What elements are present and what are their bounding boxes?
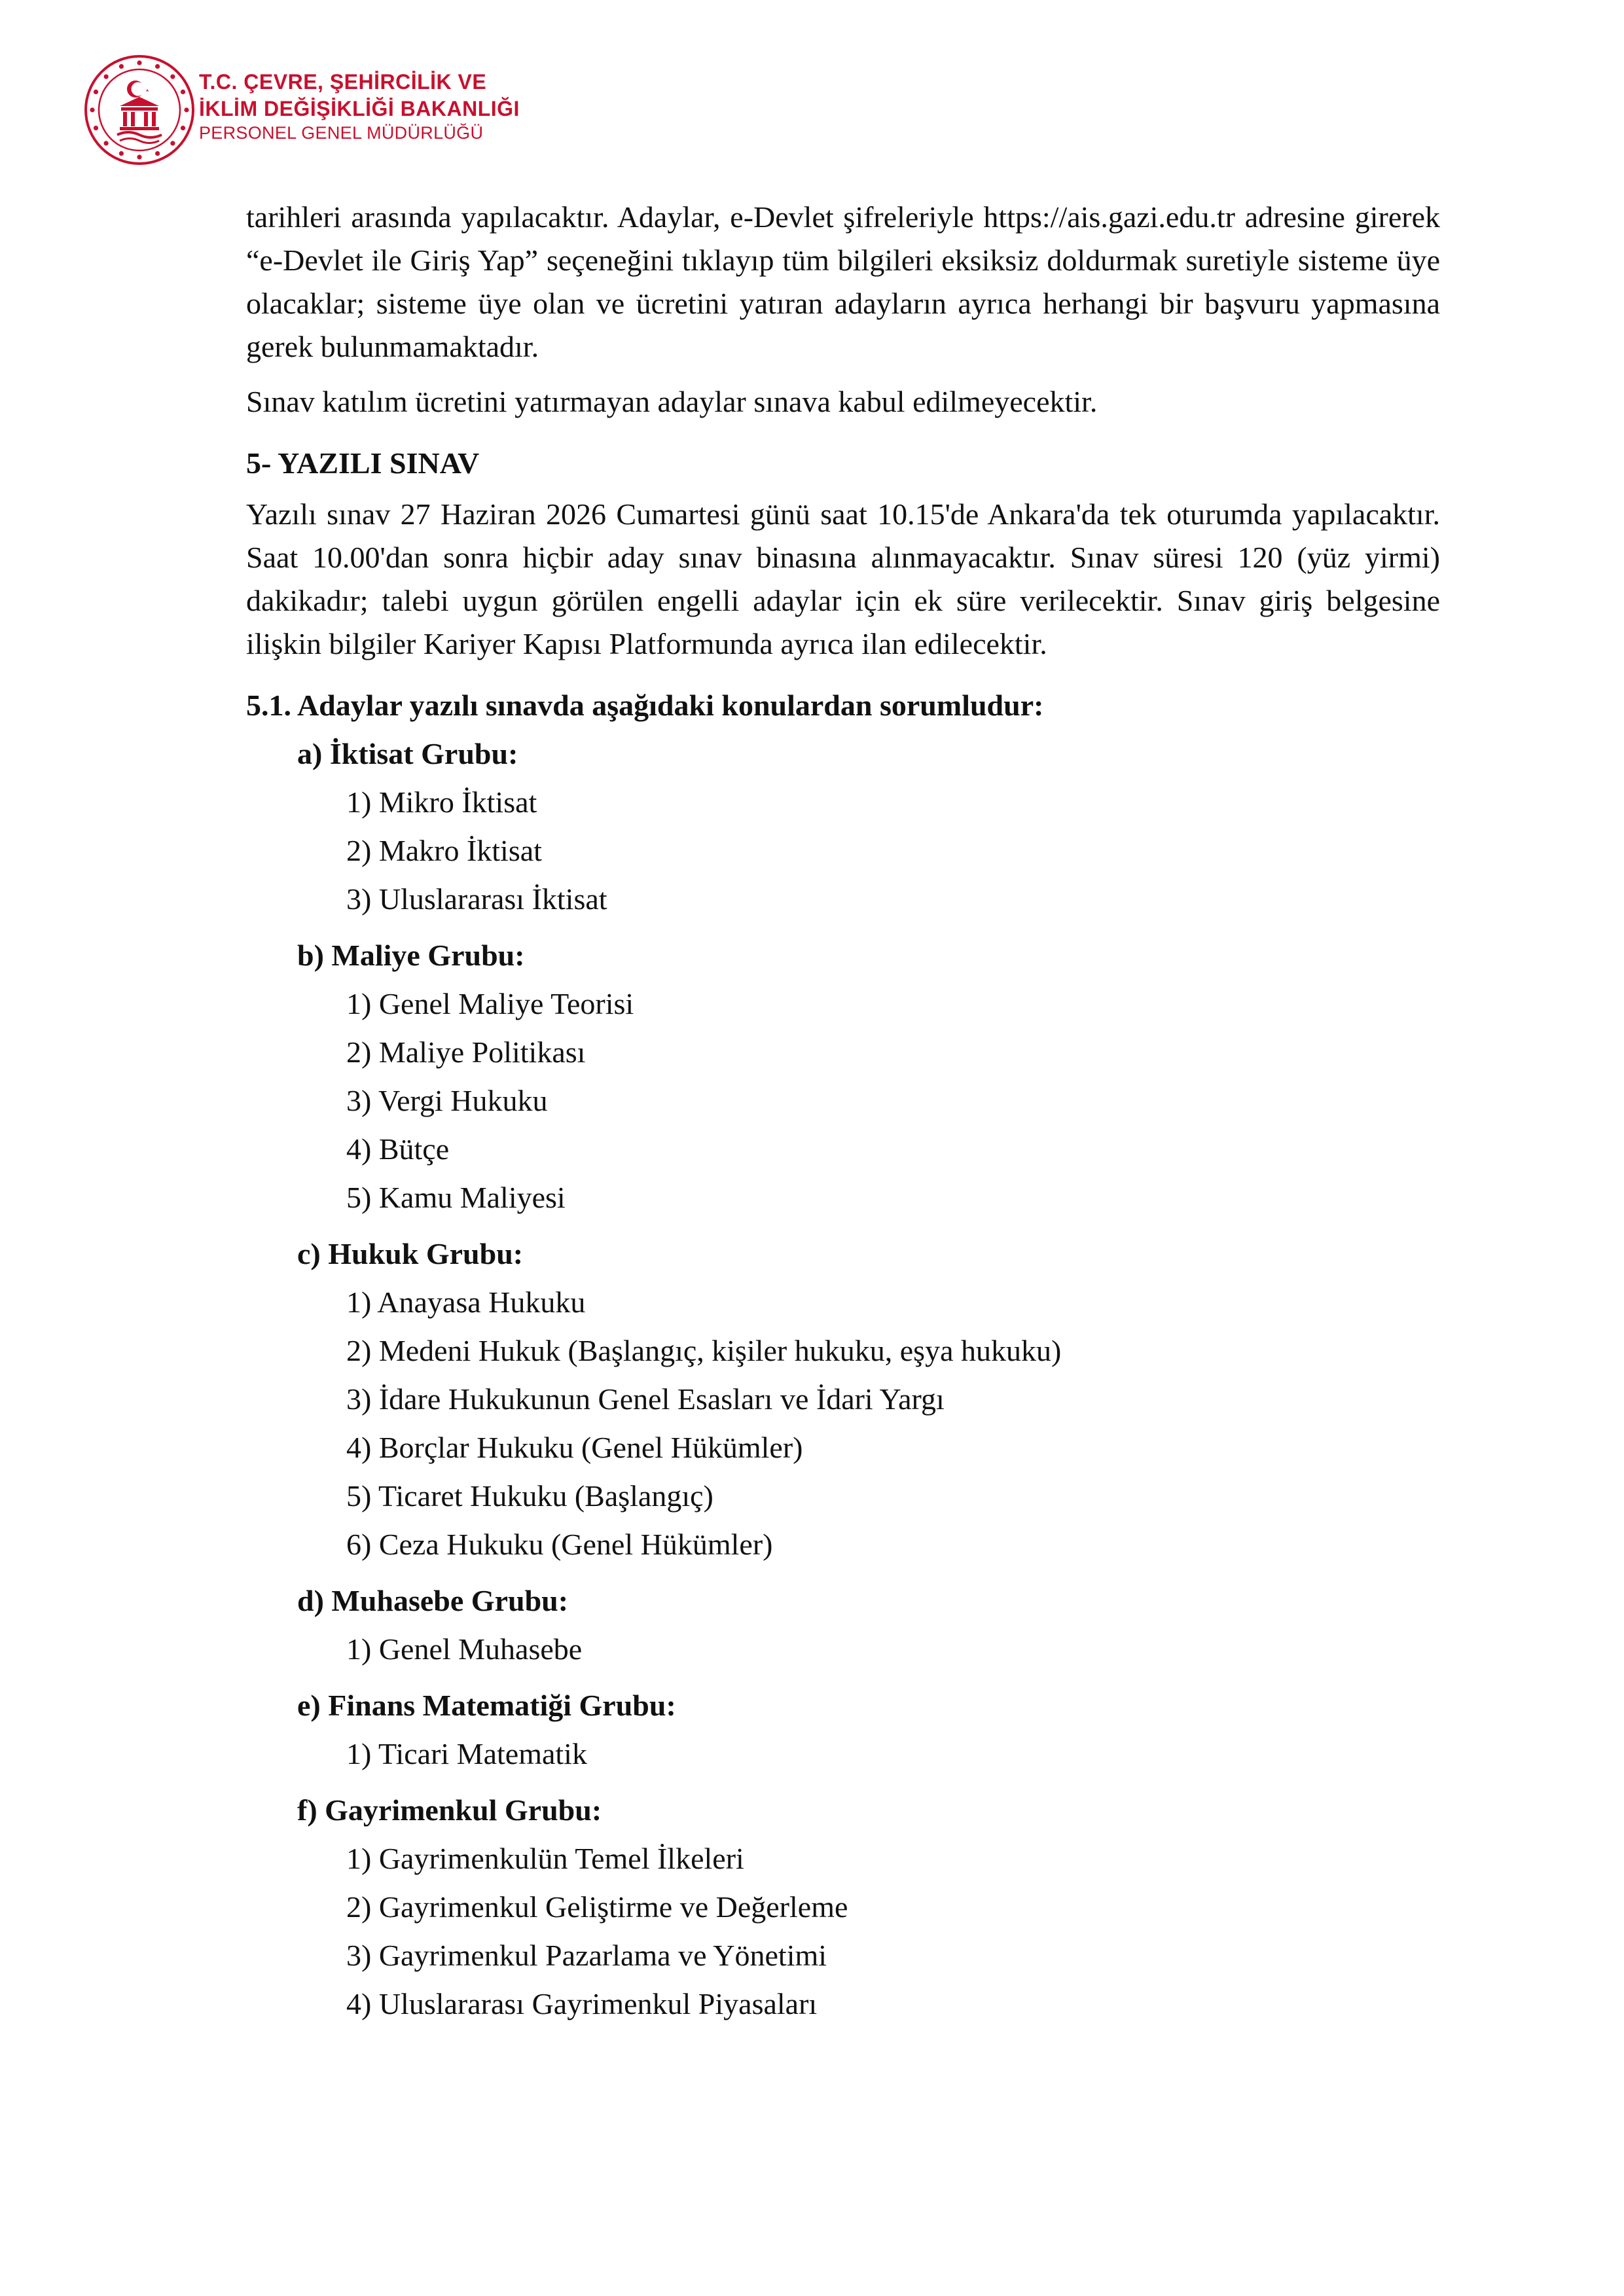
subject-list-item: 2) Maliye Politikası xyxy=(346,1035,586,1069)
subject-group-title: b) Maliye Grubu: xyxy=(297,939,525,972)
subject-list-item: 2) Makro İktisat xyxy=(346,834,542,867)
intro-paragraph: tarihleri arasında yapılacaktır. Adaylar, e-Devlet şifreleriyle https://ais.gazi.edu.tr adresine girerek “e-Devlet ile Giriş Yap” seçeneğini tıklayıp tüm bilgileri eksiksiz doldurmak suretiyle sisteme üye olacaklar; sisteme üye olan ve ücretini yatıran adayların ayrıca herhangi bir başvuru yapmasına gerek bulunmamaktadır. xyxy=(246,200,1440,363)
subject-list-item: 3) İdare Hukukunun Genel Esasları ve İdari Yargı xyxy=(346,1382,945,1416)
subject-list-item: 1) Anayasa Hukuku xyxy=(346,1285,586,1319)
subject-list-item: 2) Gayrimenkul Geliştirme ve Değerleme xyxy=(346,1890,848,1924)
subject-list-item: 4) Uluslararası Gayrimenkul Piyasaları xyxy=(346,1987,818,2020)
subject-list-item: 1) Mikro İktisat xyxy=(346,785,537,819)
subject-group-title: d) Muhasebe Grubu: xyxy=(297,1584,569,1617)
section-5-1-heading: 5.1. Adaylar yazılı sınavda aşağıdaki konulardan sorumludur: xyxy=(246,689,1044,722)
subject-group xyxy=(297,1577,1440,1674)
subject-group-title: f) Gayrimenkul Grubu: xyxy=(297,1793,602,1827)
subject-list-item: 1) Genel Maliye Teorisi xyxy=(346,987,634,1020)
subject-list-item: 5) Kamu Maliyesi xyxy=(346,1181,566,1214)
fee-notice-paragraph: Sınav katılım ücretini yatırmayan adaylar sınava kabul edilmeyecektir. xyxy=(246,385,1098,418)
subject-list-item: 1) Ticari Matematik xyxy=(346,1737,587,1770)
subject-list-item: 6) Ceza Hukuku (Genel Hükümler) xyxy=(346,1528,773,1561)
org-name-line-2: İKLİM DEĞİŞİKLİĞİ BAKANLIĞI xyxy=(199,97,520,120)
document-body xyxy=(246,196,1440,2036)
subject-group xyxy=(297,931,1440,1222)
org-department-name: PERSONEL GENEL MÜDÜRLÜĞÜ xyxy=(199,123,484,143)
section-5-heading: 5- YAZILI SINAV xyxy=(246,446,480,480)
subject-groups-list xyxy=(246,730,1440,2028)
org-name-line-1: T.C. ÇEVRE, ŞEHİRCİLİK VE xyxy=(199,70,487,94)
subject-list-item: 3) Vergi Hukuku xyxy=(346,1084,548,1117)
subject-list-item: 1) Genel Muhasebe xyxy=(346,1632,583,1666)
subject-group-title: c) Hukuk Grubu: xyxy=(297,1237,524,1270)
subject-list-item: 4) Bütçe xyxy=(346,1132,450,1166)
subject-group xyxy=(297,1230,1440,1569)
ministry-seal-icon xyxy=(83,54,196,166)
subject-list-item: 4) Borçlar Hukuku (Genel Hükümler) xyxy=(346,1431,803,1464)
subject-group xyxy=(297,1786,1440,2028)
subject-list-item: 5) Ticaret Hukuku (Başlangıç) xyxy=(346,1479,713,1513)
section-5-paragraph: Yazılı sınav 27 Haziran 2026 Cumartesi günü saat 10.15'de Ankara'da tek oturumda yapılacaktır. Saat 10.00'dan sonra hiçbir aday sınav binasına alınmayacaktır. Sınav süresi 120 (yüz yirmi) dakikadır; talebi uygun görülen engelli adaylar için ek süre verilecektir. Sınav giriş belgesine ilişkin bilgiler Kariyer Kapısı Platformunda ayrıca ilan edilecektir. xyxy=(246,497,1440,660)
subject-list-item: 3) Gayrimenkul Pazarlama ve Yönetimi xyxy=(346,1939,827,1972)
subject-group xyxy=(297,1681,1440,1778)
subject-group-title: e) Finans Matematiği Grubu: xyxy=(297,1689,676,1722)
subject-list-item: 1) Gayrimenkulün Temel İlkeleri xyxy=(346,1842,744,1875)
subject-group-title: a) İktisat Grubu: xyxy=(297,737,518,770)
subject-list-item: 3) Uluslararası İktisat xyxy=(346,882,607,916)
subject-group xyxy=(297,730,1440,924)
subject-list-item: 2) Medeni Hukuk (Başlangıç, kişiler hukuku, eşya hukuku) xyxy=(346,1334,1062,1367)
